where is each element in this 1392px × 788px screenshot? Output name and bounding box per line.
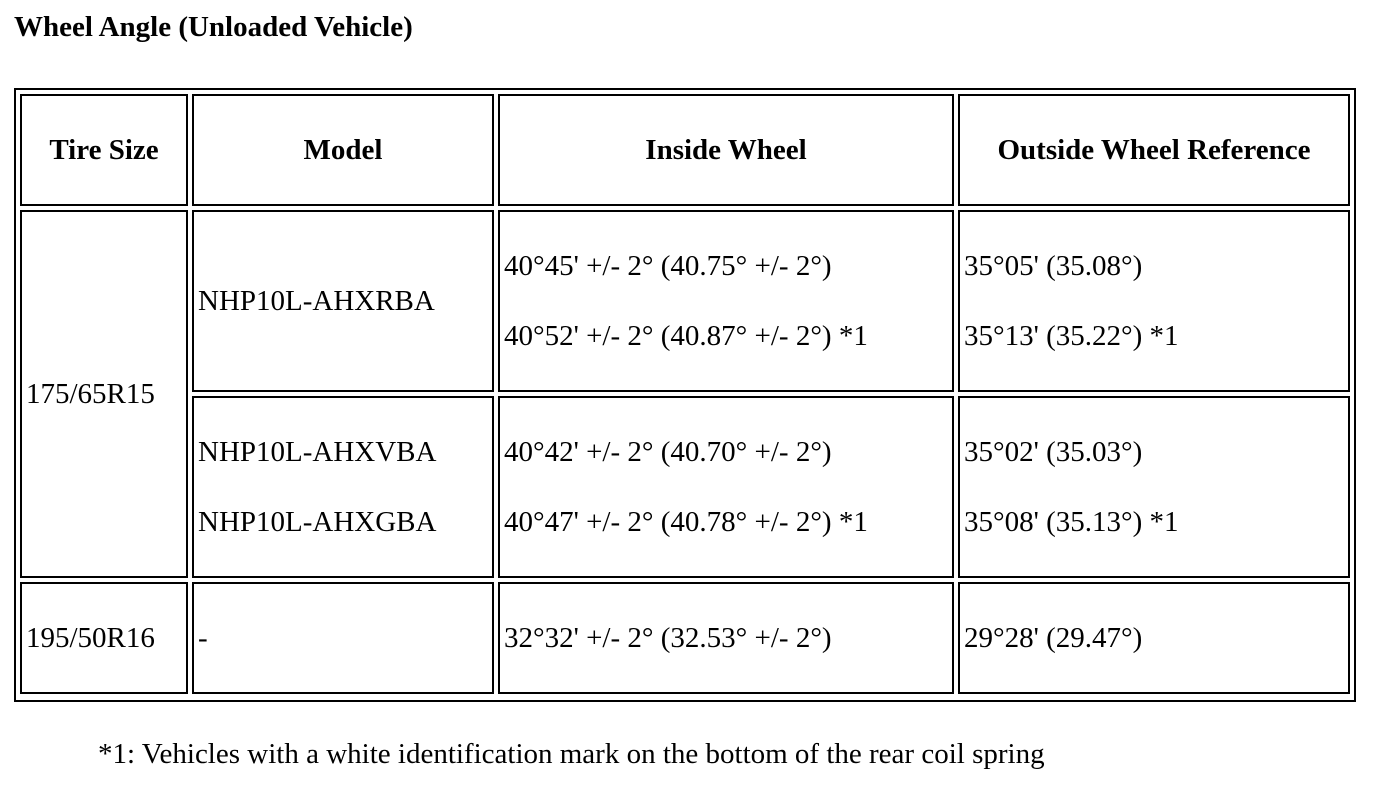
header-inside-wheel: Inside Wheel	[498, 94, 954, 206]
inside-wheel-value: 40°52' +/- 2° (40.87° +/- 2°) *1	[504, 320, 868, 352]
model-name: NHP10L-AHXGBA	[198, 506, 437, 538]
table-row	[20, 582, 1350, 694]
inside-wheel-cell	[498, 396, 954, 578]
outside-wheel-value: 35°08' (35.13°) *1	[964, 506, 1179, 538]
tire-size-cell: 195/50R16	[20, 582, 188, 694]
header-tire-size: Tire Size	[20, 94, 188, 206]
outside-wheel-cell	[958, 582, 1350, 694]
footnote: *1: Vehicles with a white identification mark on the bottom of the rear coil spring	[98, 738, 1045, 770]
table-header-row	[20, 94, 1350, 206]
table-row	[20, 396, 1350, 578]
outside-wheel-value: 35°13' (35.22°) *1	[964, 320, 1179, 352]
model-name: NHP10L-AHXVBA	[198, 436, 437, 468]
header-model: Model	[192, 94, 494, 206]
page-title: Wheel Angle (Unloaded Vehicle)	[14, 11, 413, 43]
model-cell	[192, 210, 494, 392]
wheel-angle-table	[16, 90, 1354, 698]
outside-wheel-cell	[958, 396, 1350, 578]
tire-size-cell: 175/65R15	[20, 210, 188, 578]
outside-wheel-value: 35°05' (35.08°)	[964, 250, 1143, 282]
outside-wheel-cell	[958, 210, 1350, 392]
model-name: NHP10L-AHXRBA	[198, 285, 435, 317]
inside-wheel-value: 40°42' +/- 2° (40.70° +/- 2°)	[504, 436, 832, 468]
model-cell	[192, 582, 494, 694]
model-cell	[192, 396, 494, 578]
model-name: -	[198, 622, 208, 654]
header-outside-wheel-reference: Outside Wheel Reference	[958, 94, 1350, 206]
outside-wheel-value: 35°02' (35.03°)	[964, 436, 1143, 468]
inside-wheel-value: 32°32' +/- 2° (32.53° +/- 2°)	[504, 622, 832, 654]
inside-wheel-cell	[498, 582, 954, 694]
wheel-angle-table-frame	[14, 88, 1356, 702]
inside-wheel-value: 40°47' +/- 2° (40.78° +/- 2°) *1	[504, 506, 868, 538]
outside-wheel-value: 29°28' (29.47°)	[964, 622, 1143, 654]
inside-wheel-value: 40°45' +/- 2° (40.75° +/- 2°)	[504, 250, 832, 282]
table-row	[20, 210, 1350, 392]
inside-wheel-cell	[498, 210, 954, 392]
